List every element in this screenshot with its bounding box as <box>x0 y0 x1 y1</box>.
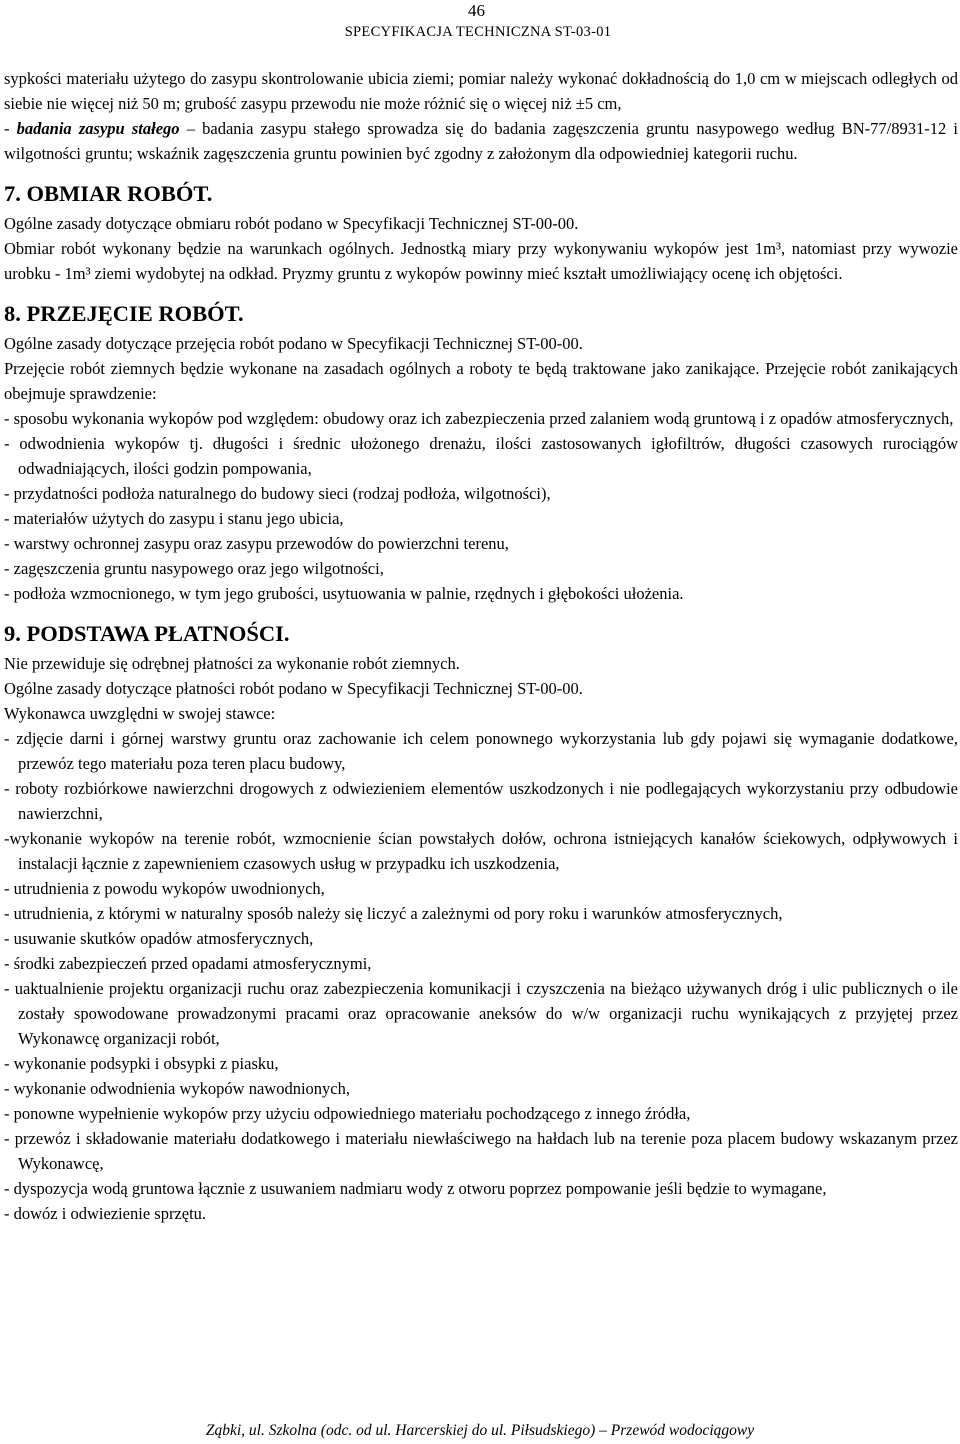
list-item: - roboty rozbiórkowe nawierzchni drogowych z odwiezieniem elementów uszkodzonych i nie podlegających wykorzystaniu przy odbudowie nawierzchni, <box>4 779 958 823</box>
list-item: - sposobu wykonania wykopów pod względem: obudowy oraz ich zabezpieczenia przed zalaniem wodą gruntową i z opadów atmosferycznych, <box>4 409 954 428</box>
header-title: SPECYFIKACJA TECHNICZNA ST-03-01 <box>344 24 612 40</box>
list-item: - dowóz i odwiezienie sprzętu. <box>4 1204 207 1223</box>
list-item: - zagęszczenia gruntu nasypowego oraz jego wilgotności, <box>4 559 384 578</box>
section-7-paragraph-1: Ogólne zasady dotyczące obmiaru robót podano w Specyfikacji Technicznej ST-00-00. <box>4 214 579 233</box>
list-item: - uaktualnienie projektu organizacji ruchu oraz zabezpieczenia komunikacji i czyszczenia na bieżąco używanych dróg i ulic publicznych o ile zostały spowodowane prowadzonymi pracami oraz opracowanie aneksów do w/w organizacji ruchu wynikających z przyjętej przez Wykonawcę organizacji robót, <box>4 979 958 1048</box>
page-number: 46 <box>468 1 485 20</box>
document-body <box>4 66 958 1226</box>
list-item: - wykonanie odwodnienia wykopów nawodnionych, <box>4 1079 350 1098</box>
list-item: - podłoża wzmocnionego, w tym jego grubości, usytuowania w palnie, rzędnych i głębokości ułożenia. <box>4 584 684 603</box>
intro-emphasis: badania zasypu stałego <box>16 119 180 138</box>
section-9-paragraph-2: Ogólne zasady dotyczące płatności robót podano w Specyfikacji Technicznej ST-00-00. <box>4 679 583 698</box>
intro-rest: – badania zasypu stałego sprowadza się do badania zagęszczenia gruntu nasypowego według BN-77/8931-12 i wilgotności gruntu; wskaźnik zagęszczenia gruntu powinien być zgodny z założonym dla odpowiedniej kategorii ruchu. <box>4 119 958 163</box>
list-item: - materiałów użytych do zasypu i stanu jego ubicia, <box>4 509 344 528</box>
list-item: -wykonanie wykopów na terenie robót, wzmocnienie ścian powstałych dołów, ochrona istniejących kanałów ściekowych, odpływowych i instalacji łącznie z zapewnieniem czasowych usług w przypadku ich uszkodzenia, <box>4 829 958 873</box>
section-8-paragraph-2: Przejęcie robót ziemnych będzie wykonane na zasadach ogólnych a roboty te będą traktowane jako zanikające. Przejęcie robót zanikających obejmuje sprawdzenie: <box>4 359 958 403</box>
intro-paragraph-2 <box>4 116 958 166</box>
list-item: - usuwanie skutków opadów atmosferycznych, <box>4 929 314 948</box>
list-item: - zdjęcie darni i górnej warstwy gruntu oraz zachowanie ich celem ponownego wykorzystania lub gdy pojawi się wymaganie dodatkowe, przewóz tego materiału poza teren placu budowy, <box>4 729 958 773</box>
list-item: - przewóz i składowanie materiału dodatkowego i materiału niewłaściwego na hałdach lub na terenie poza placem budowy wskazanym przez Wykonawcę, <box>4 1129 958 1173</box>
section-7-paragraph-2: Obmiar robót wykonany będzie na warunkach ogólnych. Jednostką miary przy wykonywaniu wykopów jest 1m³, natomiast przy wywozie urobku - 1m³ ziemi wydobytej na odkład. Pryzmy gruntu z wykopów powinny mieć kształt umożliwiający ocenę ich objętości. <box>4 239 958 283</box>
list-item: - utrudnienia z powodu wykopów uwodnionych, <box>4 879 325 898</box>
section-8-list <box>4 406 958 606</box>
section-7-heading: 7. OBMIAR ROBÓT. <box>4 181 213 206</box>
section-9-list <box>4 726 958 1226</box>
list-item: - dyspozycja wodą gruntowa łącznie z usuwaniem nadmiaru wody z otworu poprzez pompowanie jeśli będzie to wymagane, <box>4 1179 827 1198</box>
list-item: - utrudnienia, z którymi w naturalny sposób należy się liczyć a zależnymi od pory roku i warunków atmosferycznych, <box>4 904 783 923</box>
section-9-heading: 9. PODSTAWA PŁATNOŚCI. <box>4 621 290 646</box>
section-9-paragraph-1: Nie przewiduje się odrębnej płatności za wykonanie robót ziemnych. <box>4 654 460 673</box>
page-footer: Ząbki, ul. Szkolna (odc. od ul. Harcerskiej do ul. Piłsudskiego) – Przewód wodociągowy <box>205 1422 755 1439</box>
list-item: - odwodnienia wykopów tj. długości i średnic ułożonego drenażu, ilości zastosowanych igłofiltrów, długości czasowych rurociągów odwadniających, ilości godzin pompowania, <box>4 434 958 478</box>
list-item: - środki zabezpieczeń przed opadami atmosferycznymi, <box>4 954 372 973</box>
section-9-paragraph-3: Wykonawca uwzględni w swojej stawce: <box>4 704 276 723</box>
list-item: - wykonanie podsypki i obsypki z piasku, <box>4 1054 279 1073</box>
list-item: - ponowne wypełnienie wykopów przy użyciu odpowiedniego materiału pochodzącego z innego źródła, <box>4 1104 691 1123</box>
intro-dash: - <box>4 119 17 138</box>
list-item: - przydatności podłoża naturalnego do budowy sieci (rodzaj podłoża, wilgotności), <box>4 484 551 503</box>
intro-paragraph-1: sypkości materiału użytego do zasypu skontrolowanie ubicia ziemi; pomiar należy wykonać dokładnością do 1,0 cm w miejscach odległych od siebie nie więcej niż 50 m; grubość zasypu przewodu nie może różnić się o więcej niż ±5 cm, <box>4 69 958 113</box>
section-8-paragraph-1: Ogólne zasady dotyczące przejęcia robót podano w Specyfikacji Technicznej ST-00-00. <box>4 334 583 353</box>
section-8-heading: 8. PRZEJĘCIE ROBÓT. <box>4 301 244 326</box>
list-item: - warstwy ochronnej zasypu oraz zasypu przewodów do powierzchni terenu, <box>4 534 509 553</box>
